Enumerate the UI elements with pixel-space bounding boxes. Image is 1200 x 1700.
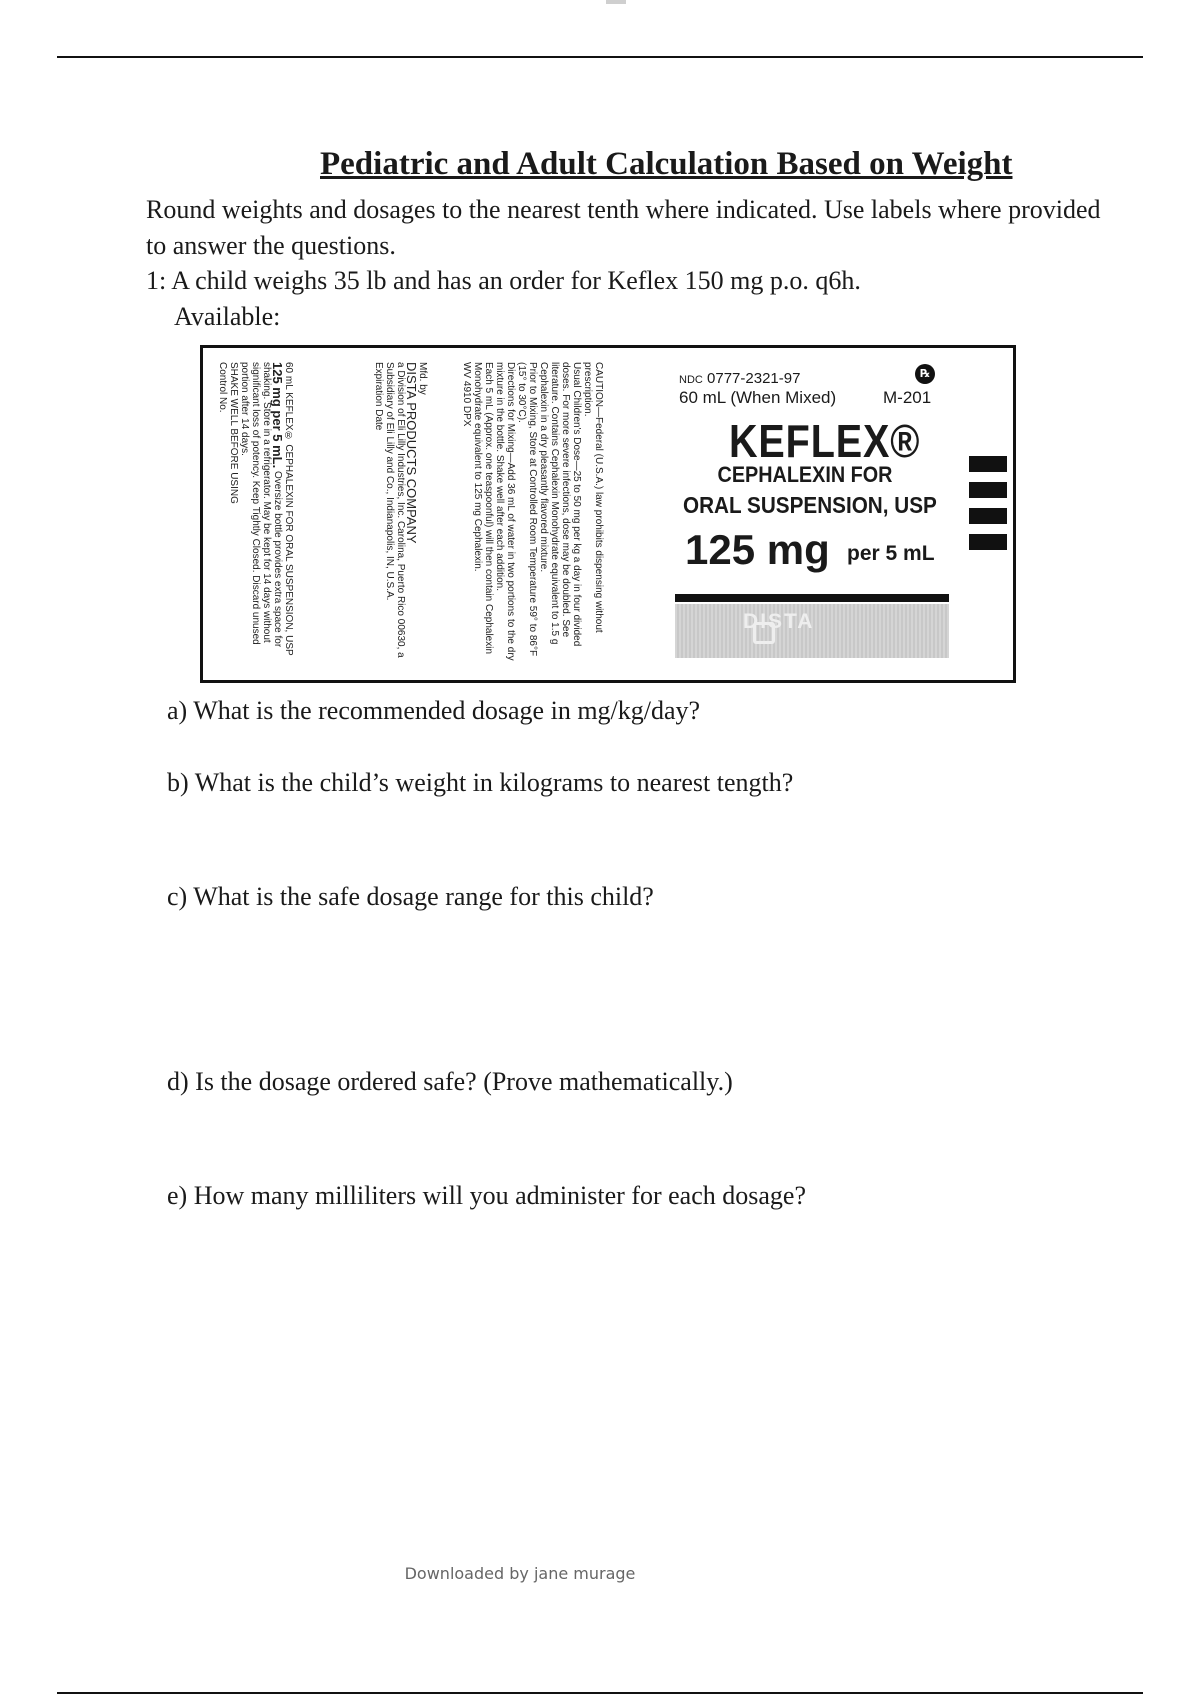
label-company-text: DISTA PRODUCTS COMPANY: [404, 362, 419, 544]
footer-rule: [57, 1692, 1143, 1694]
label-side2-strength: 125 mg per 5 mL.: [270, 362, 285, 469]
question-a: a) What is the recommended dosage in mg/kg/day?: [167, 696, 701, 725]
label-mfd-text: Mfd. by: [417, 362, 428, 395]
label-generic-line-2: ORAL SUSPENSION, USP: [683, 492, 937, 518]
label-each-text: Each 5 mL (Approx. one teaspoonful) will then contain Cephalexin Monohydrate equivalent to 125 mg Cephalexin.: [472, 362, 494, 655]
label-side-panels: [203, 348, 673, 680]
label-per-volume: per 5 mL: [847, 542, 935, 565]
label-storage-panel: [217, 362, 357, 666]
label-volume: 60 mL (When Mixed): [679, 388, 837, 407]
label-side2-title: 60 mL KEFLEX® CEPHALEXIN FOR ORAL SUSPENSION, USP: [283, 362, 294, 656]
label-mark: [969, 534, 1007, 550]
page-title: Pediatric and Adult Calculation Based on Weight: [320, 146, 1013, 182]
label-storage-text: Prior to Mixing, Store at Controlled Room Temperature 59° to 86°F (15° to 30°C).: [516, 362, 538, 657]
question-1-text: 1: A child weighs 35 lb and has an order for Keflex 150 mg p.o. q6h.: [146, 266, 861, 295]
label-manufacturer-logo-text: DISTA: [743, 610, 815, 633]
download-footer: Downloaded by jane murage: [404, 1564, 636, 1583]
label-dose-text: Usual Children's Dose—25 to 50 mg per kg a day in four divided doses. For more severe infections, dose may be doubled. See literature. Contains Cephalexin Monohydrate equivalent to 1.5 g Cephalexin in a dry pleasantly flavored mixture.: [538, 362, 582, 647]
rx-icon: ℞: [915, 364, 935, 384]
label-control-text: Control No.: [217, 362, 228, 413]
label-code-text: WV 4910 DPX: [461, 362, 472, 427]
label-directions-panel: [461, 362, 661, 666]
label-ndc: NDC 0777-2321-97: [679, 370, 801, 387]
page-top-mark: [606, 0, 626, 4]
question-b: b) What is the child’s weight in kilograms to nearest tength?: [167, 768, 794, 797]
available-label: Available:: [174, 302, 281, 331]
label-expiration-text: Expiration Date: [373, 362, 384, 431]
question-e: e) How many milliliters will you administer for each dosage?: [167, 1181, 806, 1210]
label-strength: 125 mg: [685, 526, 830, 573]
label-mark: [969, 482, 1007, 498]
label-shake-text: SHAKE WELL BEFORE USING: [228, 362, 239, 504]
label-front-panel: [675, 348, 1016, 680]
label-division-text: a Division of Eli Lilly Industries, Inc. Carolina, Puerto Rico 00630, a Subsidiary of Eli Lilly and Co., Indianapolis, IN, U.S.A.: [384, 362, 406, 658]
label-code: M-201: [883, 388, 932, 407]
keflex-drug-label-image: [200, 345, 1016, 683]
label-mixing-text: Directions for Mixing—Add 36 mL of water in two portions to the dry mixture in the bottle. Shake well after each addition.: [494, 362, 516, 661]
question-c: c) What is the safe dosage range for this child?: [167, 882, 654, 911]
label-brand-name: KEFLEX®: [729, 415, 921, 467]
label-manufacturer-panel: [373, 362, 453, 666]
instructions-text: Round weights and dosages to the nearest tenth where indicated. Use labels where provided to answer the questions.: [146, 195, 1101, 260]
header-rule: [57, 56, 1143, 58]
label-mark: [969, 508, 1007, 524]
label-divider-bar: [675, 594, 949, 602]
label-caution-text: CAUTION—Federal (U.S.A.) law prohibits dispensing without prescription.: [582, 362, 604, 633]
label-color-marks: [969, 456, 1009, 560]
question-d: d) Is the dosage ordered safe? (Prove mathematically.): [167, 1067, 733, 1096]
label-generic-line-1: CEPHALEXIN FOR: [717, 462, 893, 487]
label-mark: [969, 456, 1007, 472]
label-side2-text: Oversize bottle provides extra space for shaking. Store in a refrigerator. May be kept for 14 days without significant loss of potency. Keep Tightly Closed. Discard unused portion after 14 days.: [239, 362, 283, 648]
